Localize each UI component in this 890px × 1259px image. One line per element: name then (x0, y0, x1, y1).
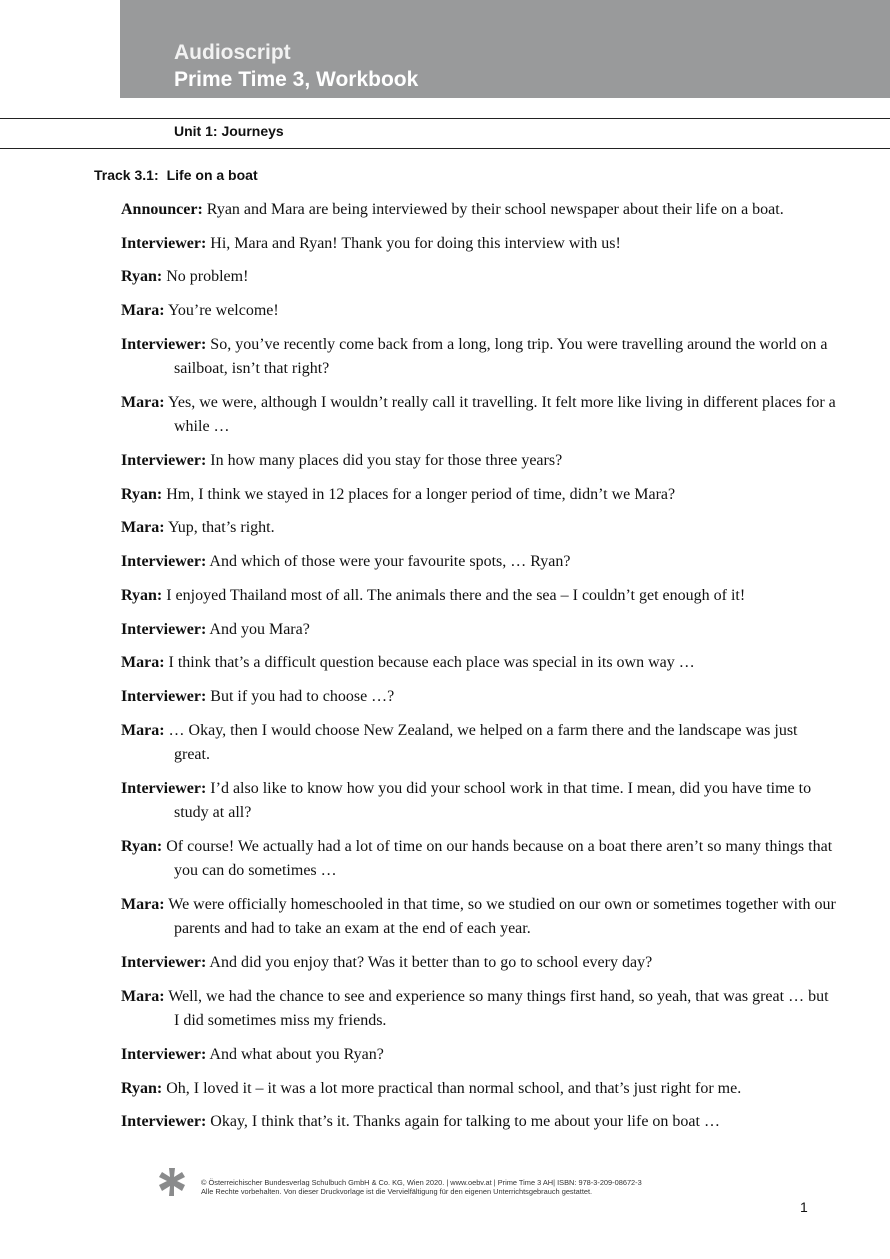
dialogue-text: We were officially homeschooled in that time, so we studied on our own or sometimes together with our parents and had to take an exam at the end of each year. (164, 895, 836, 938)
header-band (120, 0, 890, 98)
dialogue-text: Hi, Mara and Ryan! Thank you for doing this interview with us! (206, 234, 621, 252)
dialogue-line (121, 299, 836, 323)
dialogue-text: So, you’ve recently come back from a long, long trip. You were travelling around the world on a sailboat, isn’t that right? (174, 335, 828, 378)
speaker-label: Interviewer: (121, 452, 207, 470)
dialogue-line (121, 391, 836, 440)
dialogue-text: And you Mara? (206, 620, 310, 638)
dialogue-line (121, 584, 836, 608)
dialogue-line (121, 893, 836, 942)
dialogue-text: Well, we had the chance to see and experience so many things first hand, so yeah, that was great … but I did sometimes miss my friends. (164, 987, 829, 1030)
dialogue-line (121, 651, 836, 675)
dialogue-text: No problem! (162, 268, 249, 286)
track-heading (94, 167, 258, 183)
dialogue-line (121, 777, 836, 826)
header-book-title: Prime Time 3, Workbook (174, 68, 419, 91)
dialogue-text: Okay, I think that’s it. Thanks again for talking to me about your life on boat … (206, 1113, 720, 1131)
oebv-star-icon (156, 1166, 188, 1198)
dialogue-text: You’re welcome! (164, 302, 279, 320)
dialogue-text: Ryan and Mara are being interviewed by their school newspaper about their life on a boat. (202, 201, 784, 218)
speaker-label: Mara: (121, 393, 165, 411)
speaker-label: Interviewer: (121, 954, 207, 972)
dialogue-line (121, 333, 836, 382)
speaker-label: Interviewer: (121, 234, 207, 252)
dialogue-text: Yes, we were, although I wouldn’t really call it travelling. It felt more like living in different places for a while … (164, 393, 836, 436)
dialogue-line (121, 985, 836, 1034)
dialogue-text: And did you enjoy that? Was it better than to go to school every day? (206, 954, 653, 972)
speaker-label: Interviewer: (121, 620, 207, 638)
speaker-label: Ryan: (121, 586, 163, 604)
page-number: 1 (800, 1199, 808, 1215)
speaker-label: Mara: (121, 987, 165, 1005)
speaker-label: Ryan: (121, 1079, 163, 1097)
dialogue-line (121, 618, 836, 642)
dialogue-text: Oh, I loved it – it was a lot more practical than normal school, and that’s just right for me. (162, 1079, 742, 1097)
speaker-label: Interviewer: (121, 335, 207, 353)
dialogue-line (121, 1110, 836, 1134)
divider (0, 148, 890, 149)
speaker-label: Ryan: (121, 268, 163, 286)
dialogue-text: And which of those were your favourite spots, … Ryan? (206, 553, 571, 571)
header-audioscript-label: Audioscript (174, 41, 291, 64)
dialogue-line (121, 265, 836, 289)
dialogue-text: Of course! We actually had a lot of time on our hands because on a boat there aren’t so many things that you can do sometimes … (162, 837, 833, 880)
track-number: Track 3.1: (94, 167, 159, 183)
dialogue-line (121, 550, 836, 574)
rights-line: Alle Rechte vorbehalten. Von dieser Druckvorlage ist die Vervielfältigung für den eigenen Unterrichtsgebrauch gestattet. (201, 1187, 593, 1196)
dialogue-text: Yup, that’s right. (164, 519, 275, 537)
dialogue-line (121, 198, 836, 222)
dialogue-text: Hm, I think we stayed in 12 places for a longer period of time, didn’t we Mara? (162, 485, 676, 503)
dialogue-text: I think that’s a difficult question because each place was special in its own way … (164, 654, 695, 672)
dialogue-line (121, 1077, 836, 1101)
copyright-line: © Österreichischer Bundesverlag Schulbuch GmbH & Co. KG, Wien 2020. | www.oebv.at | Prime Time 3 AH| ISBN: 978-3-209-08672-3 (201, 1178, 642, 1187)
speaker-label: Interviewer: (121, 1113, 207, 1131)
speaker-label: Ryan: (121, 837, 163, 855)
dialogue-text: I enjoyed Thailand most of all. The animals there and the sea – I couldn’t get enough of it! (162, 586, 746, 604)
dialogue-line (121, 685, 836, 709)
speaker-label: Interviewer: (121, 1045, 207, 1063)
dialogue-line (121, 1043, 836, 1067)
dialogue-line (121, 835, 836, 884)
dialogue-line (121, 232, 836, 256)
dialogue-text: But if you had to choose …? (206, 687, 395, 705)
copyright-notice (201, 1178, 642, 1196)
speaker-label: Interviewer: (121, 553, 207, 571)
speaker-label: Mara: (121, 302, 165, 320)
dialogue-transcript (121, 198, 836, 1144)
dialogue-text: … Okay, then I would choose New Zealand, we helped on a farm there and the landscape was just great. (164, 721, 798, 764)
track-title: Life on a boat (166, 167, 258, 183)
speaker-label: Mara: (121, 654, 165, 672)
dialogue-line (121, 516, 836, 540)
dialogue-text: In how many places did you stay for those three years? (206, 452, 563, 470)
speaker-label: Announcer: (121, 201, 203, 218)
speaker-label: Interviewer: (121, 687, 207, 705)
speaker-label: Mara: (121, 519, 165, 537)
dialogue-line (121, 449, 836, 473)
speaker-label: Ryan: (121, 485, 163, 503)
speaker-label: Interviewer: (121, 779, 207, 797)
dialogue-text: I’d also like to know how you did your school work in that time. I mean, did you have time to study at all? (174, 779, 812, 822)
dialogue-line (121, 719, 836, 768)
unit-title: Unit 1: Journeys (174, 123, 284, 139)
dialogue-text: And what about you Ryan? (206, 1045, 384, 1063)
speaker-label: Mara: (121, 721, 165, 739)
dialogue-line (121, 951, 836, 975)
speaker-label: Mara: (121, 895, 165, 913)
divider (0, 118, 890, 119)
dialogue-line (121, 483, 836, 507)
